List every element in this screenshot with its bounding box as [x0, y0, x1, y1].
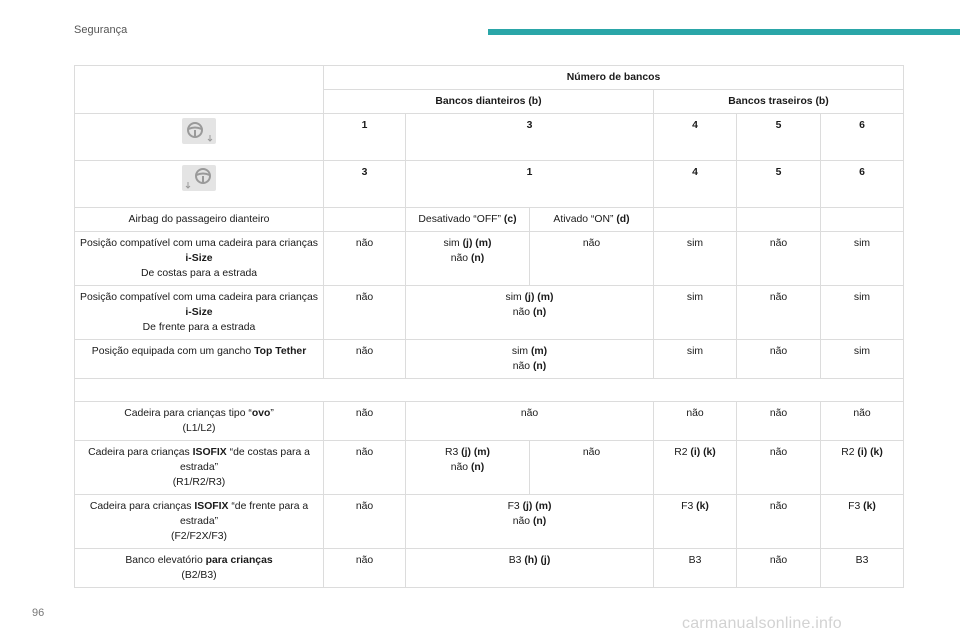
table-row	[75, 495, 904, 549]
header-num-bancos: Número de bancos	[324, 66, 904, 90]
cell: não	[324, 495, 406, 549]
seat-number: 5	[737, 161, 821, 208]
cell: não	[737, 340, 821, 379]
cell: não	[530, 232, 654, 286]
empty-cell	[737, 208, 821, 232]
cell: não	[324, 441, 406, 495]
table-row	[75, 402, 904, 441]
cell: não	[737, 286, 821, 340]
section-title: Segurança	[74, 24, 128, 36]
header-dianteiros: Bancos dianteiros (b)	[324, 90, 654, 114]
seat-number: 5	[737, 114, 821, 161]
cell: sim (j) (m) não (n)	[406, 286, 654, 340]
row-label: Cadeira para crianças ISOFIX “de frente para a estrada” (F2/F2X/F3)	[75, 495, 324, 549]
header-row-seats	[75, 66, 904, 90]
airbag-off-cell: Desativado “OFF” (c)	[406, 208, 530, 232]
seat-number: 4	[654, 161, 737, 208]
row-label: Airbag do passageiro dianteiro	[75, 208, 324, 232]
row-label: Posição equipada com um gancho Top Tether	[75, 340, 324, 379]
cell: não	[737, 232, 821, 286]
cell: sim	[654, 340, 737, 379]
seat-number: 3	[324, 161, 406, 208]
seat-number: 6	[821, 114, 904, 161]
page-number: 96	[32, 607, 45, 619]
cell: não	[737, 549, 821, 588]
cell: sim (j) (m) não (n)	[406, 232, 530, 286]
cell: F3 (j) (m) não (n)	[406, 495, 654, 549]
empty-cell	[654, 208, 737, 232]
row-label: Posição compatível com uma cadeira para crianças i-Size De frente para a estrada	[75, 286, 324, 340]
cell: R3 (j) (m) não (n)	[406, 441, 530, 495]
cell: R2 (i) (k)	[821, 441, 904, 495]
airbag-row	[75, 208, 904, 232]
seat-icon-cell	[75, 161, 324, 208]
cell: não	[324, 286, 406, 340]
cell: sim (m) não (n)	[406, 340, 654, 379]
cell: sim	[821, 232, 904, 286]
isofix-compatibility-table	[74, 65, 904, 588]
cell: não	[324, 549, 406, 588]
seat-number: 1	[406, 161, 654, 208]
cell: não	[737, 402, 821, 441]
seat-number-row-b	[75, 161, 904, 208]
row-label: Cadeira para crianças tipo “ovo” (L1/L2)	[75, 402, 324, 441]
steering-wheel-seat-icon	[182, 118, 216, 144]
cell: B3	[821, 549, 904, 588]
airbag-on-cell: Ativado “ON” (d)	[530, 208, 654, 232]
row-label: Banco elevatório para crianças (B2/B3)	[75, 549, 324, 588]
watermark: carmanualsonline.info	[682, 615, 842, 632]
cell: não	[737, 495, 821, 549]
seat-number-row-a	[75, 114, 904, 161]
cell: não	[324, 340, 406, 379]
spacer-row	[75, 379, 904, 402]
cell: B3	[654, 549, 737, 588]
row-label: Posição compatível com uma cadeira para crianças i-Size De costas para a estrada	[75, 232, 324, 286]
table-row	[75, 340, 904, 379]
seat-icon-cell	[75, 114, 324, 161]
cell: sim	[654, 232, 737, 286]
seat-number: 3	[406, 114, 654, 161]
cell: não	[821, 402, 904, 441]
table-row	[75, 441, 904, 495]
row-label: Cadeira para crianças ISOFIX “de costas para a estrada” (R1/R2/R3)	[75, 441, 324, 495]
seat-number: 6	[821, 161, 904, 208]
table-row	[75, 232, 904, 286]
seat-number: 1	[324, 114, 406, 161]
empty-cell	[821, 208, 904, 232]
cell: F3 (k)	[654, 495, 737, 549]
empty-header-cell	[75, 66, 324, 114]
cell: sim	[821, 286, 904, 340]
empty-cell	[324, 208, 406, 232]
cell: sim	[821, 340, 904, 379]
cell: F3 (k)	[821, 495, 904, 549]
header-traseiros: Bancos traseiros (b)	[654, 90, 904, 114]
steering-wheel-seat-icon	[182, 165, 216, 191]
spacer-cell	[75, 379, 904, 402]
cell: não	[324, 232, 406, 286]
seat-number: 4	[654, 114, 737, 161]
cell: sim	[654, 286, 737, 340]
table-row	[75, 286, 904, 340]
cell: não	[737, 441, 821, 495]
cell: B3 (h) (j)	[406, 549, 654, 588]
header-accent-bar	[488, 29, 960, 35]
cell: não	[324, 402, 406, 441]
cell: R2 (i) (k)	[654, 441, 737, 495]
cell: não	[530, 441, 654, 495]
table-row	[75, 549, 904, 588]
cell: não	[406, 402, 654, 441]
cell: não	[654, 402, 737, 441]
